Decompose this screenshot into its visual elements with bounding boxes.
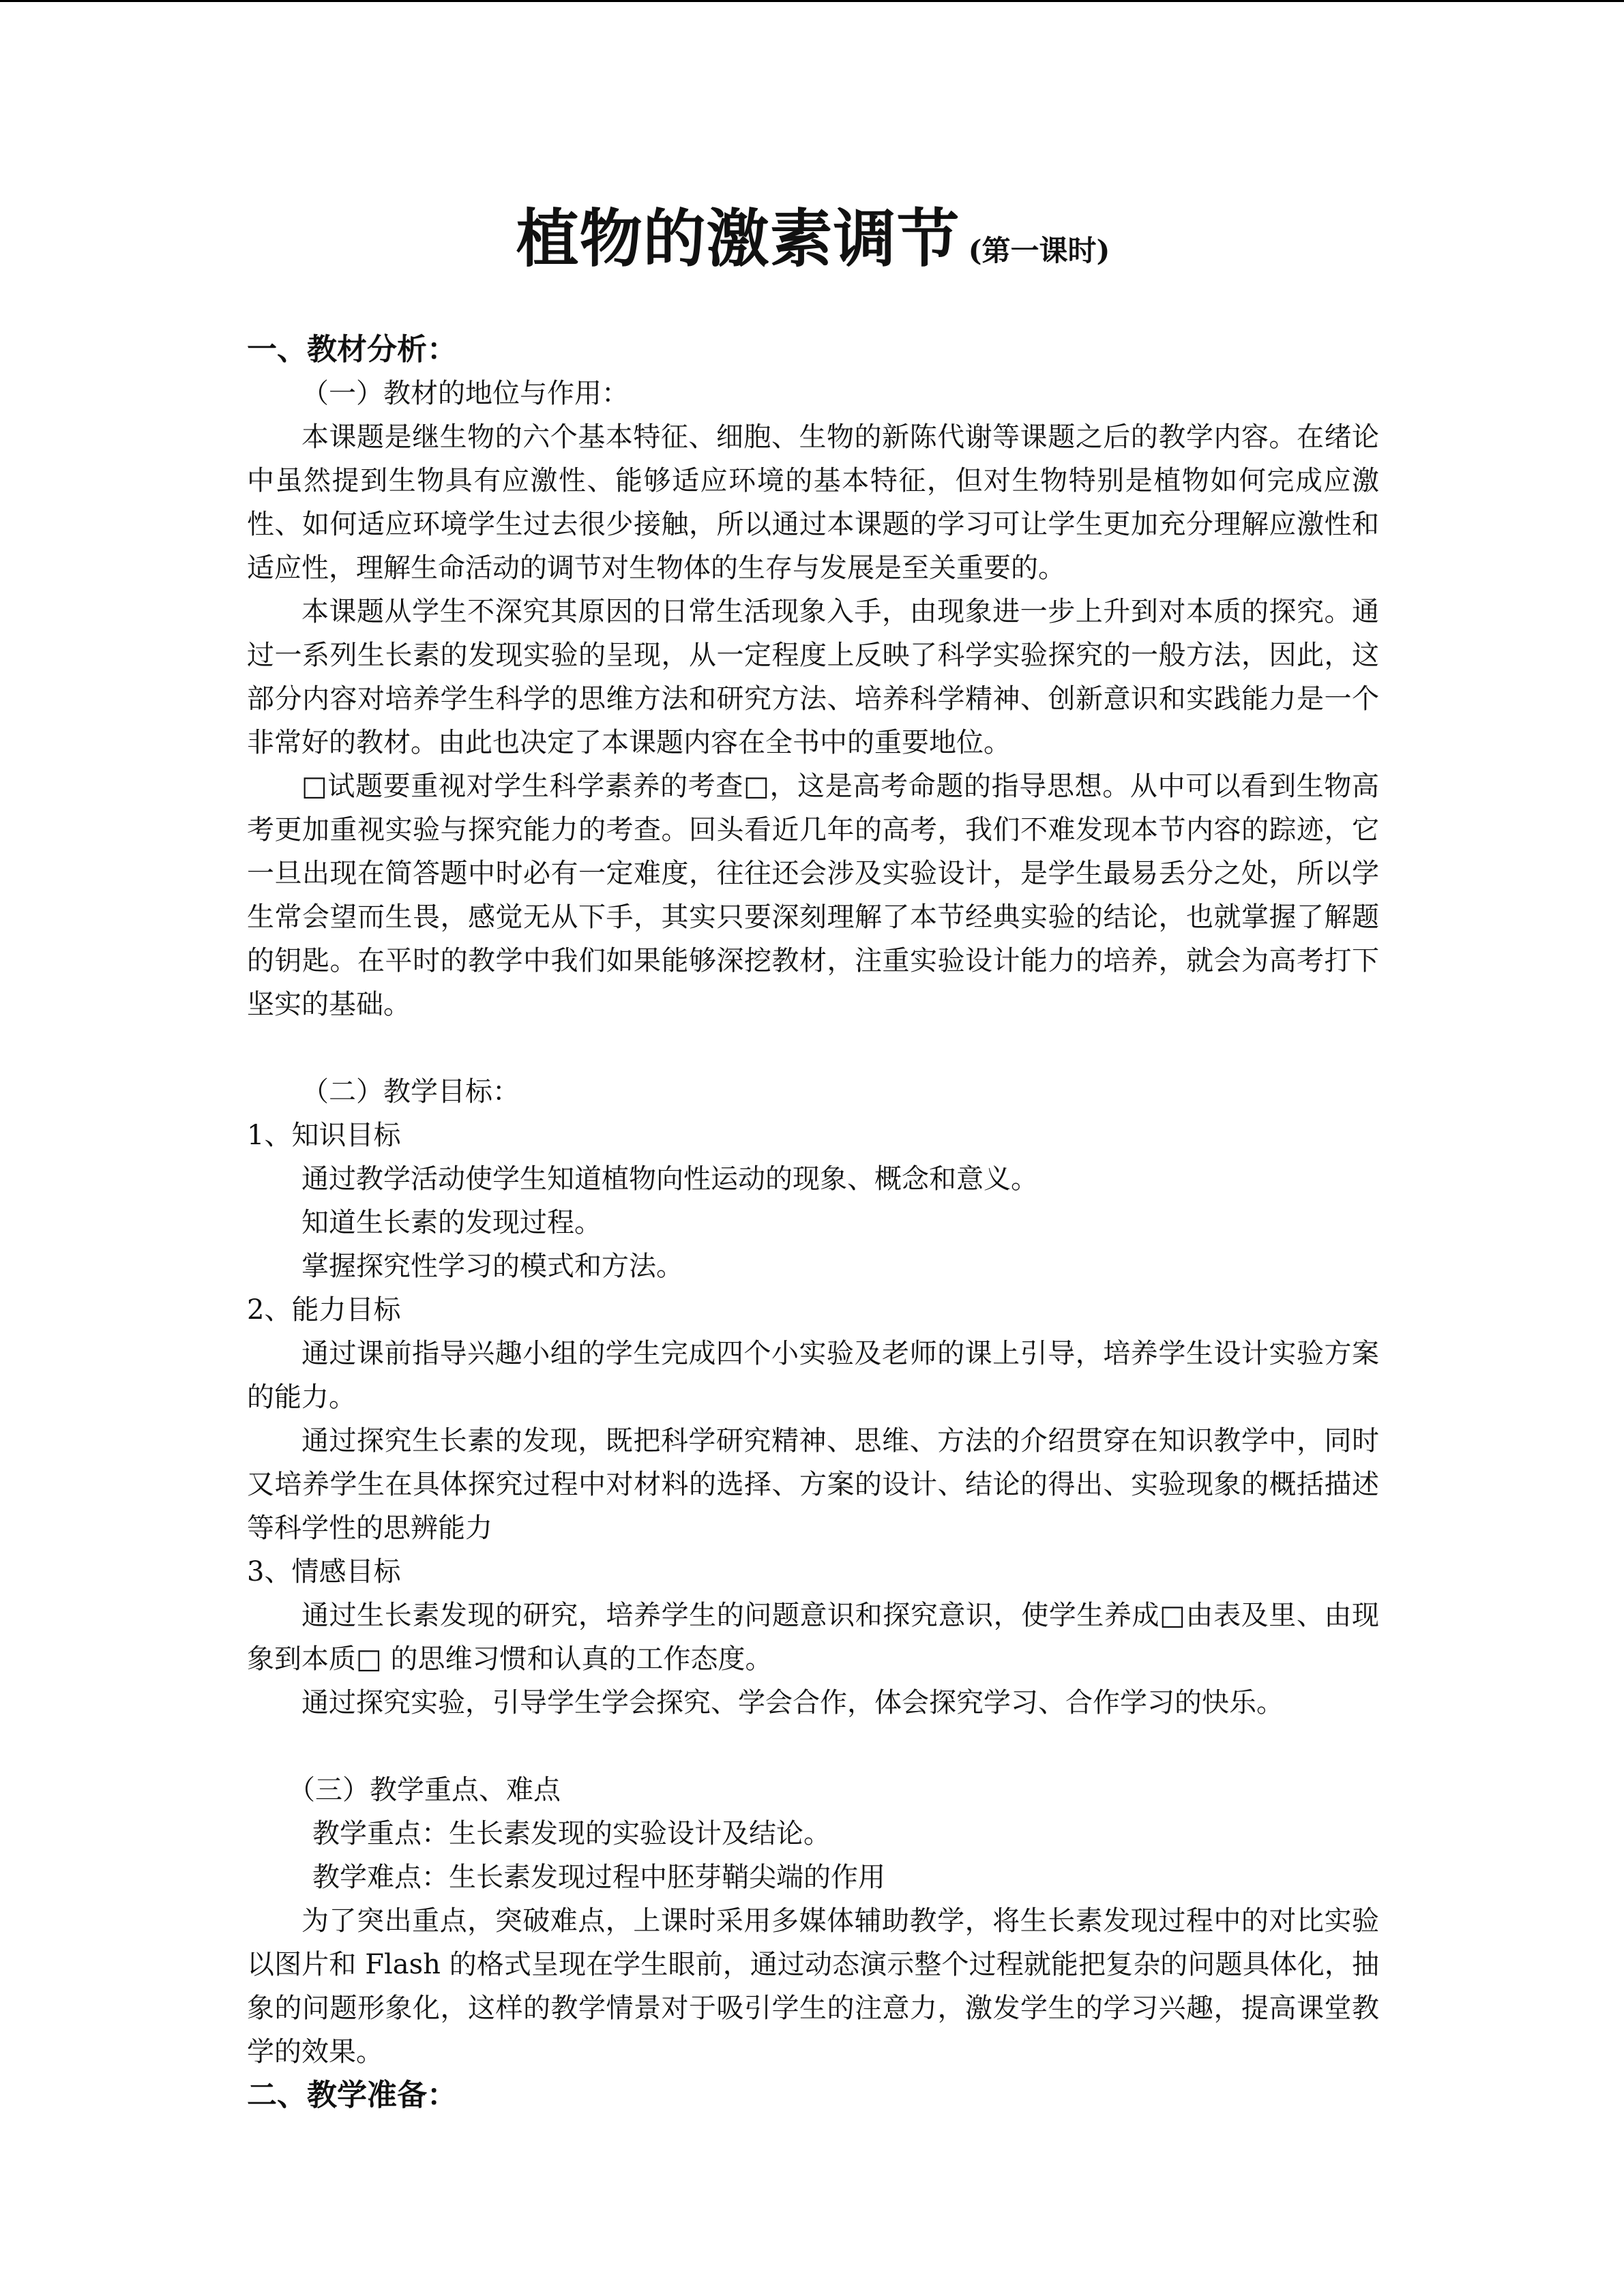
title-main: 植物的激素调节 xyxy=(516,202,960,275)
spacer xyxy=(247,1026,1379,1070)
goal-line: 知道生长素的发现过程。 xyxy=(301,1207,602,1238)
subheading-teaching-goals: （二）教学目标： xyxy=(301,1076,520,1107)
goal-heading-emotion: 3、情感目标 xyxy=(247,1556,401,1587)
spacer xyxy=(247,1725,1379,1768)
goal-heading-ability: 2、能力目标 xyxy=(247,1294,401,1326)
section-heading-teaching-preparation: 二、教学准备： xyxy=(247,2078,457,2113)
paragraph: 本课题从学生不深究其原因的日常生活现象入手，由现象进一步上升到对本质的探究。通过一系列生长素的发现实验的呈现，从一定程度上反映了科学实验探究的一般方法，因此，这部分内容对培养学生科学的思维方法和研究方法、培养科学精神、创新意识和实践能力是一个非常好的教材。由此也决定了本课题内容在全书中的重要地位。 xyxy=(247,596,1379,758)
section-heading-textbook-analysis: 一、教材分析： xyxy=(247,332,457,367)
title-subtitle: (第一课时) xyxy=(968,234,1110,267)
paragraph: 通过课前指导兴趣小组的学生完成四个小实验及老师的课上引导，培养学生设计实验方案的能力。 xyxy=(247,1338,1379,1413)
goal-line: 通过教学活动使学生知道植物向性运动的现象、概念和意义。 xyxy=(301,1163,1038,1195)
paragraph: 通过探究生长素的发现，既把科学研究精神、思维、方法的介绍贯穿在知识教学中，同时又培养学生在具体探究过程中对材料的选择、方案的设计、结论的得出、实验现象的概括描述等科学性的思辨能力 xyxy=(247,1425,1379,1544)
key-point-line: 教学重点：生长素发现的实验设计及结论。 xyxy=(312,1818,831,1849)
subheading-status-and-role: （一）教材的地位与作用： xyxy=(301,378,629,409)
goal-line: 掌握探究性学习的模式和方法。 xyxy=(301,1251,683,1282)
paragraph: 通过生长素发现的研究，培养学生的问题意识和探究意识，使学生养成□由表及里、由现象到本质□ 的思维习惯和认真的工作态度。 xyxy=(247,1600,1379,1675)
document-page xyxy=(247,198,1379,2117)
top-border-rule xyxy=(0,0,1624,2)
document-title xyxy=(247,198,1379,294)
subheading-key-and-difficult-points: （三）教学重点、难点 xyxy=(288,1774,561,1806)
paragraph: 本课题是继生物的六个基本特征、细胞、生物的新陈代谢等课题之后的教学内容。在绪论中虽然提到生物具有应激性、能够适应环境的基本特征，但对生物特别是植物如何完成应激性、如何适应环境学生过去很少接触，所以通过本课题的学习可让学生更加充分理解应激性和适应性，理解生命活动的调节对生物体的生存与发展是至关重要的。 xyxy=(247,421,1379,584)
paragraph: □试题要重视对学生科学素养的考查□，这是高考命题的指导思想。从中可以看到生物高考更加重视实验与探究能力的考查。回头看近几年的高考，我们不难发现本节内容的踪迹，它一旦出现在简答题中时必有一定难度，往往还会涉及实验设计，是学生最易丢分之处，所以学生常会望而生畏，感觉无从下手，其实只要深刻理解了本节经典实验的结论，也就掌握了解题的钥匙。在平时的教学中我们如果能够深挖教材，注重实验设计能力的培养，就会为高考打下坚实的基础。 xyxy=(247,771,1379,1020)
paragraph: 通过探究实验，引导学生学会探究、学会合作，体会探究学习、合作学习的快乐。 xyxy=(301,1687,1284,1718)
paragraph: 为了突出重点，突破难点，上课时采用多媒体辅助教学，将生长素发现过程中的对比实验以图片和 Flash 的格式呈现在学生眼前，通过动态演示整个过程就能把复杂的问题具体化，抽象的问题形象化，这样的教学情景对于吸引学生的注意力，激发学生的学习兴趣，提高课堂教学的效果。 xyxy=(247,1905,1379,2068)
difficulty-line: 教学难点：生长素发现过程中胚芽鞘尖端的作用 xyxy=(312,1862,885,1893)
goal-heading-knowledge: 1、知识目标 xyxy=(247,1120,401,1151)
